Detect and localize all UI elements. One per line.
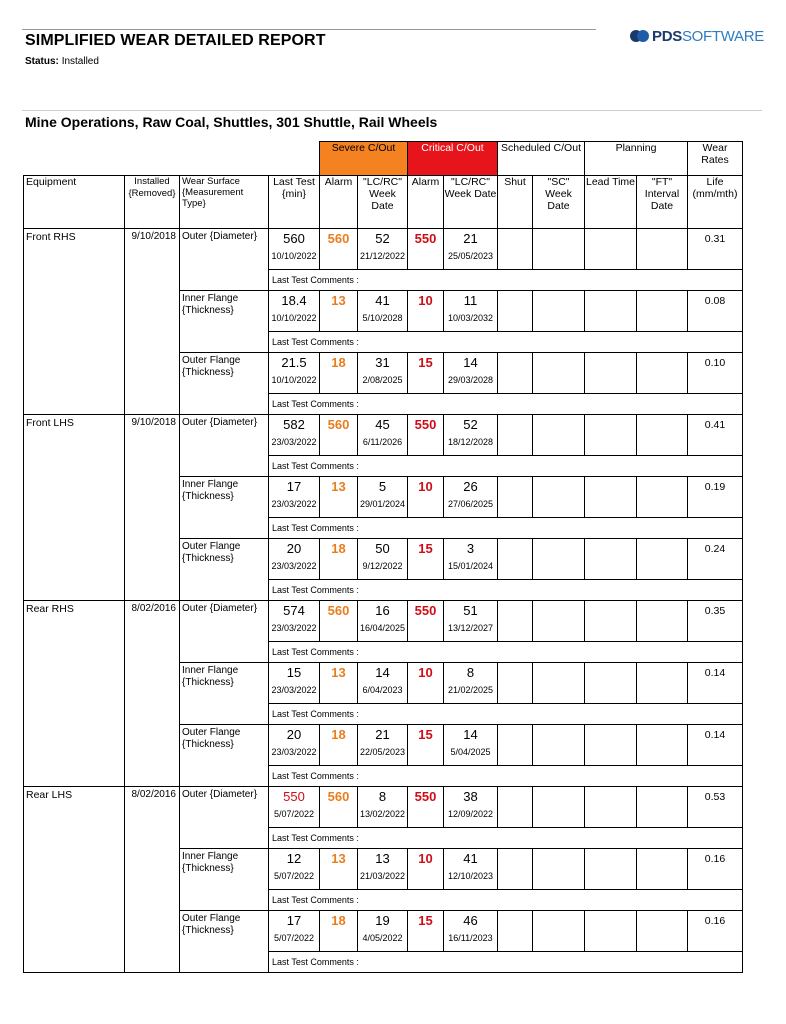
ft-cell [637,849,688,890]
critical-alarm-value: 15 [418,355,433,370]
life-cell [688,353,743,394]
last-test-value: 17 [286,913,302,928]
last-test-date: 23/03/2022 [271,561,317,571]
critical-alarm-value: 10 [418,479,433,494]
lead-time-cell [585,911,637,952]
critical-lcrc-cell [444,849,498,890]
critical-alarm-value: 550 [414,789,437,804]
severe-date: 21/12/2022 [359,251,406,261]
life-value: 0.53 [704,791,726,803]
life-value: 0.24 [704,543,726,555]
last-test-value: 20 [286,727,302,742]
critical-week: 11 [463,293,478,308]
last-test-value: 12 [286,851,302,866]
wear-surface: Outer Flange {Thickness} [180,353,269,415]
critical-alarm-value: 550 [414,603,437,618]
severe-alarm-value: 560 [327,789,350,804]
last-test-cell [269,787,320,828]
severe-date: 6/04/2023 [362,685,403,695]
col-lead-time: Lead Time [585,176,637,229]
critical-alarm-cell [408,725,444,766]
installed-date: 8/02/2016 [125,787,180,973]
last-test-value: 15 [286,665,302,680]
last-test-value: 560 [283,231,305,246]
last-test-comments: Last Test Comments : [269,890,743,911]
sc-cell [533,539,585,580]
sc-cell [533,601,585,642]
severe-alarm-cell [320,229,358,270]
severe-alarm-value: 18 [331,913,346,928]
last-test-value: 582 [283,417,305,432]
severe-alarm-cell [320,663,358,704]
critical-date: 13/12/2027 [447,623,494,633]
severe-date: 29/01/2024 [359,499,406,509]
critical-alarm-cell [408,353,444,394]
planning-header: Planning [585,142,688,176]
severe-cout-header: Severe C/Out [320,142,408,176]
sc-cell [533,787,585,828]
severe-lcrc-cell [358,415,408,456]
equipment-name: Rear RHS [24,601,125,787]
critical-lcrc-cell [444,911,498,952]
critical-lcrc-cell [444,415,498,456]
wear-surface: Inner Flange {Thickness} [180,291,269,353]
report-title: SIMPLIFIED WEAR DETAILED REPORT [25,32,326,49]
col-severe-alarm: Alarm [320,176,358,229]
critical-alarm-value: 10 [418,293,433,308]
life-cell [688,911,743,952]
critical-week: 51 [463,603,478,618]
critical-date: 16/11/2023 [448,933,493,943]
critical-alarm-cell [408,601,444,642]
lead-time-cell [585,353,637,394]
last-test-cell [269,477,320,518]
ft-cell [637,539,688,580]
equipment-name: Front RHS [24,229,125,415]
lead-time-cell [585,415,637,456]
critical-alarm-cell [408,291,444,332]
lead-time-cell [585,539,637,580]
life-value: 0.10 [704,357,726,369]
status-value: Installed [61,56,99,67]
shut-cell [498,849,533,890]
shut-cell [498,353,533,394]
critical-cout-header: Critical C/Out [408,142,498,176]
critical-alarm-value: 15 [418,913,433,928]
shut-cell [498,415,533,456]
logo-icon [630,29,650,43]
lead-time-cell [585,663,637,704]
shut-cell [498,787,533,828]
sc-cell [533,415,585,456]
last-test-cell [269,353,320,394]
shut-cell [498,229,533,270]
life-cell [688,601,743,642]
shut-cell [498,663,533,704]
last-test-comments: Last Test Comments : [269,704,743,725]
severe-alarm-value: 13 [331,479,346,494]
severe-date: 13/02/2022 [359,809,406,819]
severe-date: 2/08/2025 [362,375,403,385]
last-test-value: 20 [286,541,302,556]
logo-text-bold: PDS [652,27,682,45]
lead-time-cell [585,229,637,270]
col-shut: Shut [498,176,533,229]
ft-cell [637,415,688,456]
severe-alarm-value: 18 [331,727,346,742]
wear-surface: Inner Flange {Thickness} [180,477,269,539]
severe-week: 21 [375,727,390,742]
shut-cell [498,725,533,766]
lead-time-cell [585,601,637,642]
critical-alarm-cell [408,539,444,580]
lead-time-cell [585,849,637,890]
critical-date: 18/12/2028 [447,437,494,447]
severe-date: 16/04/2025 [359,623,406,633]
lead-time-cell [585,291,637,332]
last-test-date: 23/03/2022 [271,623,317,633]
critical-date: 29/03/2028 [447,375,494,385]
wear-report-table [23,141,743,973]
severe-week: 45 [375,417,390,432]
col-sc: "SC" Week Date [533,176,585,229]
severe-alarm-value: 13 [331,851,346,866]
last-test-comments: Last Test Comments : [269,766,743,787]
sc-cell [533,725,585,766]
critical-lcrc-cell [444,229,498,270]
wear-surface: Outer Flange {Thickness} [180,539,269,601]
shut-cell [498,911,533,952]
severe-lcrc-cell [358,601,408,642]
ft-cell [637,291,688,332]
group-header-row [24,142,743,176]
last-test-cell [269,601,320,642]
col-installed: Installed {Removed} [125,176,180,229]
installed-date: 9/10/2018 [125,415,180,601]
life-cell [688,725,743,766]
equipment-name: Rear LHS [24,787,125,973]
last-test-value: 21.5 [281,355,307,370]
critical-alarm-value: 550 [414,417,437,432]
severe-lcrc-cell [358,911,408,952]
shut-cell [498,601,533,642]
severe-lcrc-cell [358,725,408,766]
severe-alarm-cell [320,601,358,642]
wear-surface: Outer {Diameter} [180,601,269,663]
severe-alarm-cell [320,291,358,332]
ft-cell [637,725,688,766]
sc-cell [533,477,585,518]
severe-lcrc-cell [358,849,408,890]
critical-alarm-value: 10 [418,851,433,866]
critical-alarm-cell [408,911,444,952]
severe-alarm-value: 13 [331,293,346,308]
critical-week: 52 [463,417,478,432]
severe-date: 22/05/2023 [359,747,406,757]
last-test-comments: Last Test Comments : [269,642,743,663]
last-test-date: 23/03/2022 [271,499,317,509]
critical-week: 14 [463,355,478,370]
last-test-date: 5/07/2022 [273,933,315,943]
severe-alarm-value: 18 [331,541,346,556]
critical-week: 38 [463,789,478,804]
section-rule [22,110,762,111]
severe-date: 6/11/2026 [362,437,403,447]
severe-alarm-value: 13 [331,665,346,680]
severe-alarm-cell [320,477,358,518]
severe-lcrc-cell [358,291,408,332]
critical-alarm-cell [408,663,444,704]
severe-alarm-cell [320,539,358,580]
severe-week: 52 [375,231,390,246]
critical-alarm-cell [408,415,444,456]
critical-week: 14 [463,727,478,742]
life-value: 0.19 [704,481,726,493]
severe-lcrc-cell [358,787,408,828]
last-test-date: 5/07/2022 [273,871,315,881]
severe-lcrc-cell [358,539,408,580]
pds-logo [630,28,764,44]
wear-surface: Inner Flange {Thickness} [180,849,269,911]
last-test-value: 18.4 [281,293,307,308]
last-test-comments: Last Test Comments : [269,518,743,539]
severe-alarm-cell [320,911,358,952]
col-wear-surface: Wear Surface {Measurement Type} [180,176,269,229]
last-test-value: 550 [283,789,305,804]
status-label: Status: [25,56,59,67]
critical-week: 8 [466,665,475,680]
critical-lcrc-cell [444,663,498,704]
life-value: 0.14 [704,729,726,741]
life-cell [688,663,743,704]
sc-cell [533,229,585,270]
critical-lcrc-cell [444,477,498,518]
severe-lcrc-cell [358,353,408,394]
critical-date: 12/10/2023 [447,871,494,881]
critical-date: 15/01/2024 [447,561,494,571]
critical-date: 25/05/2023 [447,251,494,261]
column-header-row [24,176,743,229]
scheduled-cout-header: Scheduled C/Out [498,142,585,176]
last-test-cell [269,663,320,704]
critical-alarm-value: 15 [418,541,433,556]
last-test-date: 10/10/2022 [271,375,317,385]
last-test-date: 23/03/2022 [271,685,317,695]
col-equipment: Equipment [24,176,125,229]
critical-alarm-value: 10 [418,665,433,680]
life-value: 0.14 [704,667,726,679]
critical-date: 10/03/2032 [447,313,494,323]
last-test-comments: Last Test Comments : [269,270,743,291]
critical-week: 3 [466,541,475,556]
wear-surface: Outer {Diameter} [180,415,269,477]
logo-text-light: SOFTWARE [681,27,764,45]
critical-alarm-cell [408,849,444,890]
col-severe-lcrc: "LC/RC" Week Date [358,176,408,229]
severe-week: 14 [375,665,390,680]
installed-date: 8/02/2016 [125,601,180,787]
sc-cell [533,291,585,332]
col-ft: "FT" Interval Date [637,176,688,229]
last-test-comments: Last Test Comments : [269,952,743,973]
col-last-test: Last Test {min} [269,176,320,229]
critical-lcrc-cell [444,353,498,394]
life-value: 0.41 [704,419,726,431]
asset-path: Mine Operations, Raw Coal, Shuttles, 301 Shuttle, Rail Wheels [25,114,438,130]
life-cell [688,415,743,456]
critical-week: 41 [463,851,478,866]
life-cell [688,291,743,332]
severe-date: 9/12/2022 [362,561,403,571]
severe-date: 21/03/2022 [359,871,406,881]
col-life: Life (mm/mth) [688,176,743,229]
ft-cell [637,911,688,952]
severe-week: 31 [375,355,390,370]
severe-date: 5/10/2028 [362,313,403,323]
sc-cell [533,849,585,890]
severe-week: 41 [375,293,390,308]
last-test-comments: Last Test Comments : [269,394,743,415]
ft-cell [637,663,688,704]
lead-time-cell [585,787,637,828]
last-test-comments: Last Test Comments : [269,456,743,477]
wear-rates-header: Wear Rates [688,142,743,176]
ft-cell [637,353,688,394]
critical-date: 27/06/2025 [447,499,494,509]
life-cell [688,849,743,890]
wear-surface: Outer Flange {Thickness} [180,725,269,787]
severe-lcrc-cell [358,477,408,518]
header-rule [22,29,596,30]
last-test-cell [269,291,320,332]
last-test-cell [269,415,320,456]
wear-surface: Outer Flange {Thickness} [180,911,269,973]
measurement-row [24,415,743,456]
critical-lcrc-cell [444,601,498,642]
critical-alarm-cell [408,787,444,828]
last-test-cell [269,911,320,952]
last-test-cell [269,725,320,766]
measurement-row [24,787,743,828]
wear-surface: Outer {Diameter} [180,229,269,291]
critical-date: 21/02/2025 [447,685,494,695]
sc-cell [533,663,585,704]
lead-time-cell [585,477,637,518]
installed-date: 9/10/2018 [125,229,180,415]
wear-surface: Inner Flange {Thickness} [180,663,269,725]
severe-alarm-value: 560 [327,603,350,618]
severe-week: 16 [375,603,390,618]
sc-cell [533,911,585,952]
severe-week: 19 [375,913,390,928]
critical-lcrc-cell [444,787,498,828]
severe-alarm-value: 560 [327,231,350,246]
last-test-value: 17 [286,479,302,494]
lead-time-cell [585,725,637,766]
severe-week: 13 [375,851,390,866]
shut-cell [498,291,533,332]
equipment-name: Front LHS [24,415,125,601]
critical-alarm-value: 15 [418,727,433,742]
severe-alarm-cell [320,787,358,828]
ft-cell [637,787,688,828]
last-test-comments: Last Test Comments : [269,828,743,849]
last-test-date: 10/10/2022 [271,313,317,323]
life-value: 0.31 [704,233,726,245]
critical-lcrc-cell [444,291,498,332]
status-line [25,56,99,67]
severe-week: 50 [375,541,390,556]
shut-cell [498,477,533,518]
severe-week: 8 [378,789,387,804]
severe-alarm-value: 560 [327,417,350,432]
life-value: 0.16 [704,915,726,927]
last-test-date: 5/07/2022 [273,809,315,819]
ft-cell [637,229,688,270]
last-test-date: 23/03/2022 [271,747,317,757]
measurement-row [24,229,743,270]
severe-date: 4/05/2022 [362,933,403,943]
severe-alarm-value: 18 [331,355,346,370]
critical-week: 46 [463,913,478,928]
measurement-row [24,601,743,642]
life-value: 0.35 [704,605,726,617]
critical-alarm-value: 550 [414,231,437,246]
col-critical-lcrc: "LC/RC" Week Date [444,176,498,229]
ft-cell [637,477,688,518]
wear-surface: Outer {Diameter} [180,787,269,849]
life-value: 0.08 [704,295,726,307]
life-cell [688,787,743,828]
critical-alarm-cell [408,229,444,270]
last-test-cell [269,849,320,890]
last-test-value: 574 [283,603,305,618]
critical-date: 12/09/2022 [447,809,494,819]
critical-lcrc-cell [444,725,498,766]
shut-cell [498,539,533,580]
critical-lcrc-cell [444,539,498,580]
severe-alarm-cell [320,849,358,890]
last-test-comments: Last Test Comments : [269,332,743,353]
col-critical-alarm: Alarm [408,176,444,229]
ft-cell [637,601,688,642]
last-test-date: 10/10/2022 [271,251,317,261]
severe-lcrc-cell [358,229,408,270]
life-cell [688,229,743,270]
severe-alarm-cell [320,353,358,394]
life-cell [688,539,743,580]
last-test-comments: Last Test Comments : [269,580,743,601]
life-cell [688,477,743,518]
severe-lcrc-cell [358,663,408,704]
severe-alarm-cell [320,725,358,766]
critical-week: 26 [463,479,478,494]
critical-week: 21 [463,231,478,246]
critical-alarm-cell [408,477,444,518]
severe-alarm-cell [320,415,358,456]
critical-date: 5/04/2025 [450,747,491,757]
last-test-cell [269,229,320,270]
life-value: 0.16 [704,853,726,865]
last-test-cell [269,539,320,580]
sc-cell [533,353,585,394]
last-test-date: 23/03/2022 [271,437,317,447]
severe-week: 5 [378,479,387,494]
